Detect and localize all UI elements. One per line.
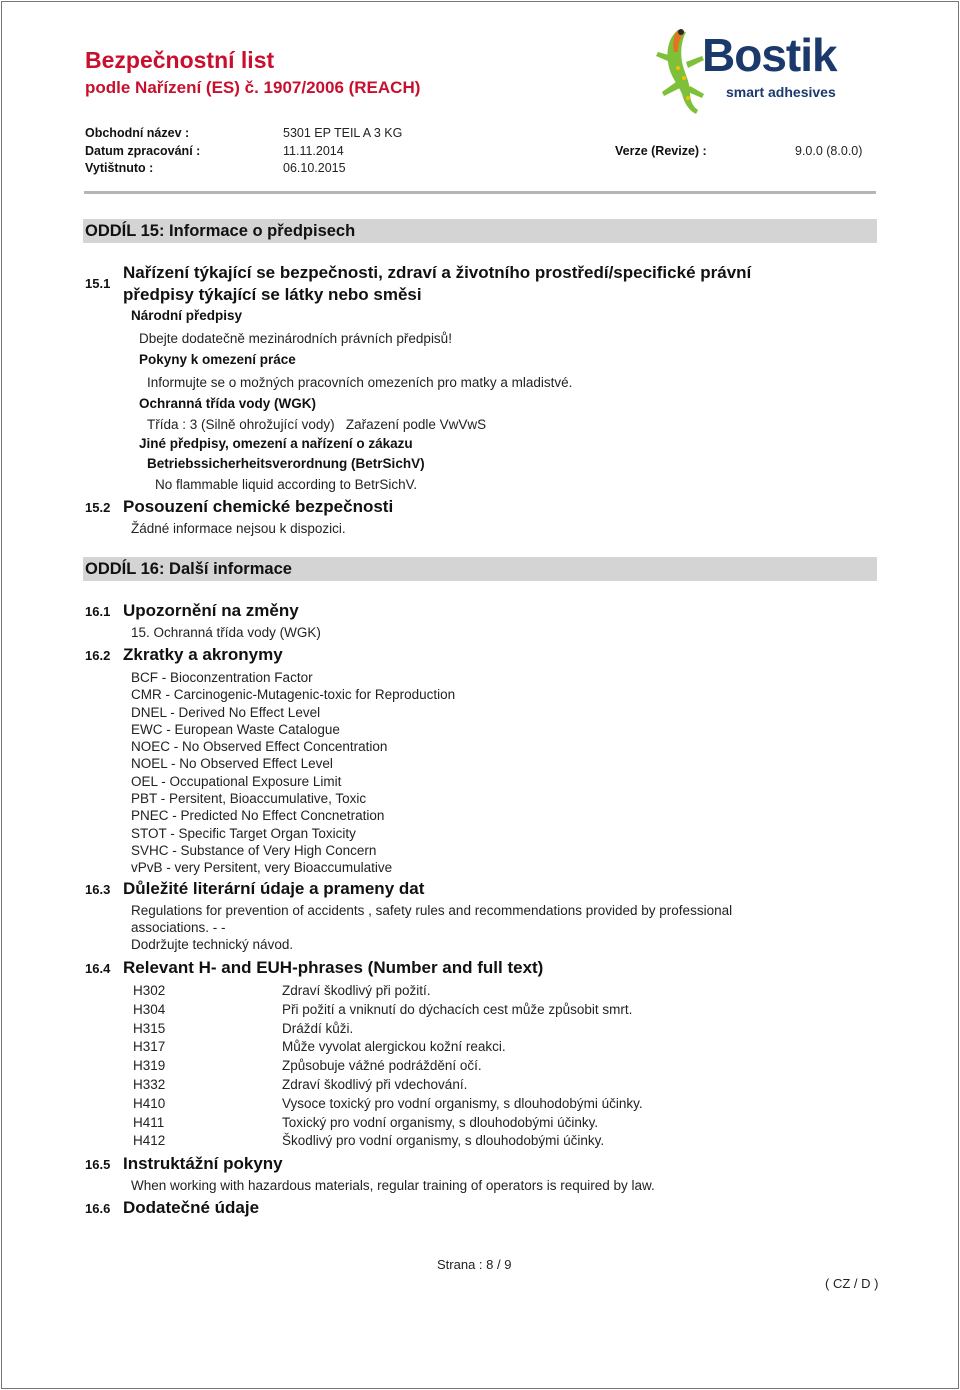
printed-date-label: Vytištnuto : bbox=[85, 161, 154, 175]
document-title: Bezpečnostní list bbox=[85, 47, 275, 73]
subsection-number: 15.2 bbox=[85, 500, 111, 515]
list-item: NOEL - No Observed Effect Level bbox=[131, 756, 333, 772]
h-phrase-code: H304 bbox=[133, 1001, 166, 1017]
subsection-15-1-title-line2: předpisy týkající se látky nebo směsi bbox=[123, 285, 422, 304]
brand-logo-text: Bostik bbox=[702, 29, 837, 81]
subsection-number: 16.6 bbox=[85, 1201, 111, 1216]
abbreviation-list bbox=[131, 669, 455, 877]
work-limits-text: Informujte se o možných pracovních omezeních pro matky a mladistvé. bbox=[147, 375, 573, 390]
subsection-number: 16.3 bbox=[85, 882, 111, 897]
subsection-15-1-title-line1: Nařízení týkající se bezpečnosti, zdraví a životního prostředí/specifické právní bbox=[123, 263, 752, 282]
betrsichv-text: No flammable liquid according to BetrSichV. bbox=[155, 477, 418, 492]
subsection-number: 16.2 bbox=[85, 648, 111, 663]
wgk-heading: Ochranná třída vody (WGK) bbox=[139, 396, 317, 411]
h-phrase-text: Zdraví škodlivý při vdechování. bbox=[282, 1076, 468, 1092]
h-phrase-codes bbox=[133, 982, 165, 1151]
page-number: Strana : 8 / 9 bbox=[437, 1257, 512, 1272]
wgk-text: Třída : 3 (Silně ohrožující vody) Zařazení podle VwVwS bbox=[147, 417, 487, 432]
list-item: EWC - European Waste Catalogue bbox=[131, 721, 340, 737]
trade-name-label: Obchodní název : bbox=[85, 126, 190, 140]
locale-indicator: ( CZ / D ) bbox=[825, 1276, 879, 1291]
h-phrase-code: H332 bbox=[133, 1076, 166, 1092]
subsection-16-1-text: 15. Ochranná třída vody (WGK) bbox=[131, 625, 321, 640]
printed-date-value: 06.10.2015 bbox=[283, 161, 346, 175]
processed-date-label: Datum zpracování : bbox=[85, 144, 201, 158]
list-item: DNEL - Derived No Effect Level bbox=[131, 704, 321, 720]
list-item: PBT - Persitent, Bioaccumulative, Toxic bbox=[131, 791, 367, 807]
section-16-heading: ODDÍL 16: Další informace bbox=[85, 560, 292, 578]
h-phrase-code: H411 bbox=[133, 1114, 165, 1130]
work-limits-heading: Pokyny k omezení práce bbox=[139, 352, 296, 367]
subsection-15-2-text: Žádné informace nejsou k dispozici. bbox=[131, 521, 346, 536]
h-phrase-text: Při požití a vniknutí do dýchacích cest může způsobit smrt. bbox=[282, 1001, 633, 1017]
subsection-16-1-title: Upozornění na změny bbox=[123, 601, 299, 620]
h-phrase-text: Toxický pro vodní organismy, s dlouhodobými účinky. bbox=[282, 1114, 599, 1130]
brand-tagline: smart adhesives bbox=[726, 84, 836, 100]
document-subtitle: podle Nařízení (ES) č. 1907/2006 (REACH) bbox=[85, 78, 421, 97]
h-phrase-text: Škodlivý pro vodní organismy, s dlouhodobými účinky. bbox=[282, 1133, 605, 1149]
subsection-16-2-title: Zkratky a akronymy bbox=[123, 645, 283, 664]
list-item: STOT - Specific Target Organ Toxicity bbox=[131, 825, 356, 841]
list-item: BCF - Bioconzentration Factor bbox=[131, 670, 313, 685]
subsection-number: 16.5 bbox=[85, 1157, 111, 1172]
subsection-number: 16.1 bbox=[85, 604, 111, 619]
other-regulations-heading: Jiné předpisy, omezení a nařízení o zákazu bbox=[139, 436, 413, 451]
h-phrase-text: Vysoce toxický pro vodní organismy, s dlouhodobými účinky. bbox=[282, 1095, 643, 1111]
trade-name-value: 5301 EP TEIL A 3 KG bbox=[283, 126, 403, 140]
h-phrase-code: H410 bbox=[133, 1095, 166, 1111]
subsection-16-3-text-line3: Dodržujte technický návod. bbox=[131, 937, 294, 952]
subsection-16-4-title: Relevant H- and EUH-phrases (Number and full text) bbox=[123, 958, 544, 977]
version-value: 9.0.0 (8.0.0) bbox=[795, 144, 863, 158]
list-item: OEL - Occupational Exposure Limit bbox=[131, 773, 342, 789]
h-phrase-code: H319 bbox=[133, 1058, 166, 1074]
h-phrase-texts bbox=[282, 982, 643, 1151]
subsection-16-6-title: Dodatečné údaje bbox=[123, 1198, 260, 1217]
list-item: SVHC - Substance of Very High Concern bbox=[131, 842, 377, 858]
version-label: Verze (Revize) : bbox=[615, 144, 707, 158]
processed-date-value: 11.11.2014 bbox=[283, 144, 344, 158]
national-regulations-text: Dbejte dodatečně mezinárodních právních předpisů! bbox=[139, 331, 452, 346]
subsection-16-5-text: When working with hazardous materials, regular training of operators is required by law. bbox=[131, 1178, 655, 1193]
subsection-number: 16.4 bbox=[85, 961, 111, 976]
subsection-16-3-text-line2: associations. - - bbox=[131, 920, 226, 935]
list-item: CMR - Carcinogenic-Mutagenic-toxic for Reproduction bbox=[131, 687, 456, 703]
subsection-16-3-title: Důležité literární údaje a prameny dat bbox=[123, 879, 425, 898]
h-phrase-text: Dráždí kůži. bbox=[282, 1020, 354, 1036]
h-phrase-text: Zdraví škodlivý při požití. bbox=[282, 983, 431, 998]
h-phrase-text: Způsobuje vážné podráždění očí. bbox=[282, 1058, 482, 1074]
list-item: vPvB - very Persitent, very Bioaccumulative bbox=[131, 860, 393, 876]
list-item: PNEC - Predicted No Effect Concnetration bbox=[131, 808, 385, 824]
subsection-number: 15.1 bbox=[85, 276, 111, 291]
h-phrase-code: H317 bbox=[133, 1039, 166, 1055]
h-phrase-text: Může vyvolat alergickou kožní reakci. bbox=[282, 1039, 506, 1055]
section-15-heading: ODDÍL 15: Informace o předpisech bbox=[85, 222, 356, 240]
h-phrase-code: H412 bbox=[133, 1133, 166, 1149]
subsection-15-2-title: Posouzení chemické bezpečnosti bbox=[123, 497, 394, 516]
section-16-bar bbox=[83, 557, 877, 581]
national-regulations-heading: Národní předpisy bbox=[131, 308, 243, 323]
betrsichv-heading: Betriebssicherheitsverordnung (BetrSichV) bbox=[147, 456, 425, 471]
list-item: NOEC - No Observed Effect Concentration bbox=[131, 739, 388, 755]
h-phrase-code: H302 bbox=[133, 983, 166, 998]
header-divider bbox=[84, 191, 876, 194]
section-15-bar bbox=[83, 219, 877, 243]
subsection-16-3-text-line1: Regulations for prevention of accidents , safety rules and recommendations provided by professional bbox=[131, 903, 733, 918]
subsection-16-5-title: Instruktážní pokyny bbox=[123, 1154, 283, 1173]
h-phrase-code: H315 bbox=[133, 1020, 166, 1036]
